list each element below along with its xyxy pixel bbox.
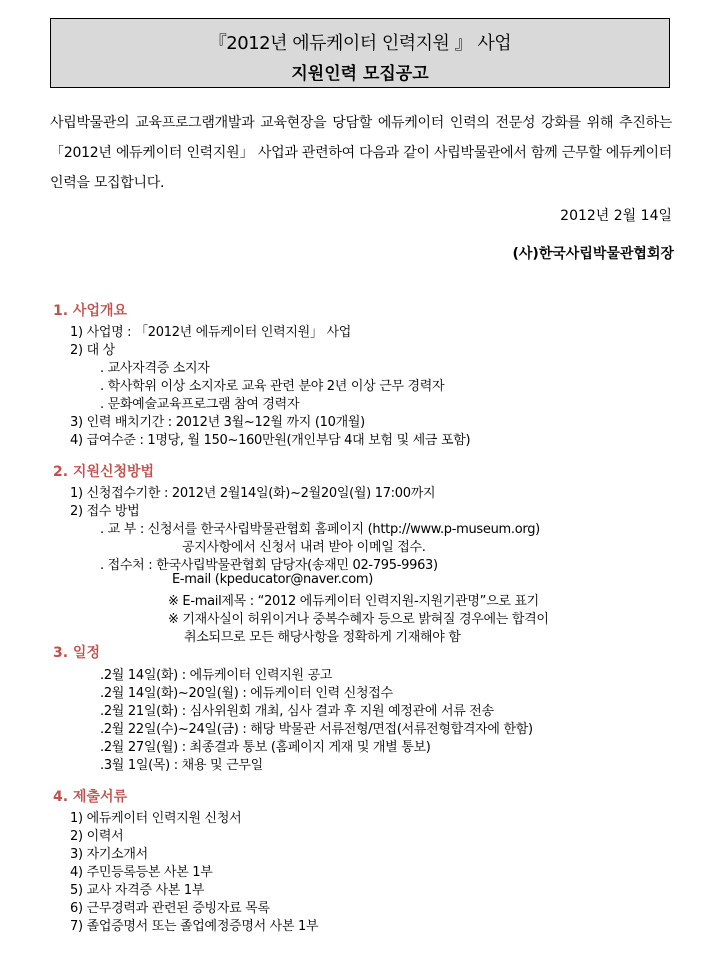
sec3-schedule-item: .2월 14일(화)~20일(월) : 에듀케이터 인력 신청접수 [100,686,393,701]
sec2-deadline: 1) 신청접수기한 : 2012년 2월14일(화)~2월20일(월) 17:00까지 [70,486,436,501]
section-2-title: 2. 지원신청방법 [53,464,155,480]
announcement-date: 2012년 2월 14일 [560,208,672,224]
title-box [50,18,670,88]
sec3-schedule-item: .2월 22일(수)~24일(금) : 해당 박물관 서류전형/면접(서류전형합격자에 한함) [100,722,533,737]
sec4-document-item: 5) 교사 자격증 사본 1부 [70,883,205,898]
sec3-schedule-item: .3월 1일(목) : 채용 및 근무일 [100,758,263,773]
sec1-project-name: 1) 사업명 : 「2012년 에듀케이터 인력지원」 사업 [70,325,351,340]
sec1-salary: 4) 급여수준 : 1명당, 월 150~160만원(개인부담 4대 보험 및 세금 포함) [70,433,471,448]
sec4-document-item: 4) 주민등록등본 사본 1부 [70,865,213,880]
intro-paragraph: 사립박물관의 교육프로그램개발과 교육현장을 당담할 에듀케이터 인력의 전문성 강화를 위해 추진하는 「2012년 에듀케이터 인력지원」 사업과 관련하여 다음과 같이 사립박물관에서 함께 근무할 에듀케이터 인력을 모집합니다. [50,115,672,191]
sec1-target-item: . 교사자격증 소지자 [100,361,210,376]
sec2-note-cont: 취소되므로 모든 해당사항을 정확하게 기재해야 함 [184,630,461,645]
sec4-document-item: 2) 이력서 [70,829,124,844]
sec4-document-item: 1) 에듀케이터 인력지원 신청서 [70,811,242,826]
sec2-note: ※ E-mail제목 : “2012 에듀케이터 인력지원-지원기관명”으로 표기 [168,594,539,609]
sec2-note: ※ 기재사실이 허위이거나 중복수혜자 등으로 밝혀질 경우에는 합격이 [168,612,549,627]
sec4-document-item: 7) 졸업증명서 또는 졸업예정증명서 사본 1부 [70,919,319,934]
sec3-schedule-item: .2월 21일(화) : 심사위원회 개최, 심사 결과 후 지원 예정관에 서류 전송 [100,704,494,719]
sec2-distribution-cont: 공지사항에서 신청서 내려 받아 이메일 접수. [182,540,426,555]
sec2-submit-to: . 접수처 : 한국사립박물관협회 담당자(송재민 02-795-9963) [100,558,438,573]
sec4-document-item: 6) 근무경력과 관련된 증빙자료 목록 [70,901,270,916]
sec2-distribution: . 교 부 : 신청서를 한국사립박물관협회 홈페이지 (http://www.p-museum.org) [100,522,540,537]
sec2-email: E-mail (kpeducator@naver.com) [172,572,374,587]
sec1-target-item: . 학사학위 이상 소지자로 교육 관련 분야 2년 이상 근무 경력자 [100,379,445,394]
document-title: 『2012년 에듀케이터 인력지원 』 사업 [208,33,512,54]
section-4-title: 4. 제출서류 [53,789,128,805]
sec3-schedule-item: .2월 14일(화) : 에듀케이터 인력지원 공고 [100,668,333,683]
sec4-document-item: 3) 자기소개서 [70,847,148,862]
section-3-title: 3. 일정 [53,645,100,661]
sec2-method-label: 2) 접수 방법 [70,504,140,519]
document-subtitle: 지원인력 모집공고 [291,64,429,84]
sec1-period: 3) 인력 배치기간 : 2012년 3월~12월 까지 (10개월) [70,415,365,430]
sec3-schedule-item: .2월 27일(월) : 최종결과 통보 (홈페이지 게재 및 개별 통보) [100,740,431,755]
sec1-target-item: . 문화예술교육프로그램 참여 경력자 [100,397,300,412]
sec1-target-label: 2) 대 상 [70,343,115,358]
issuing-organization: (사)한국사립박물관협회장 [512,246,674,262]
section-1-title: 1. 사업개요 [53,303,128,319]
